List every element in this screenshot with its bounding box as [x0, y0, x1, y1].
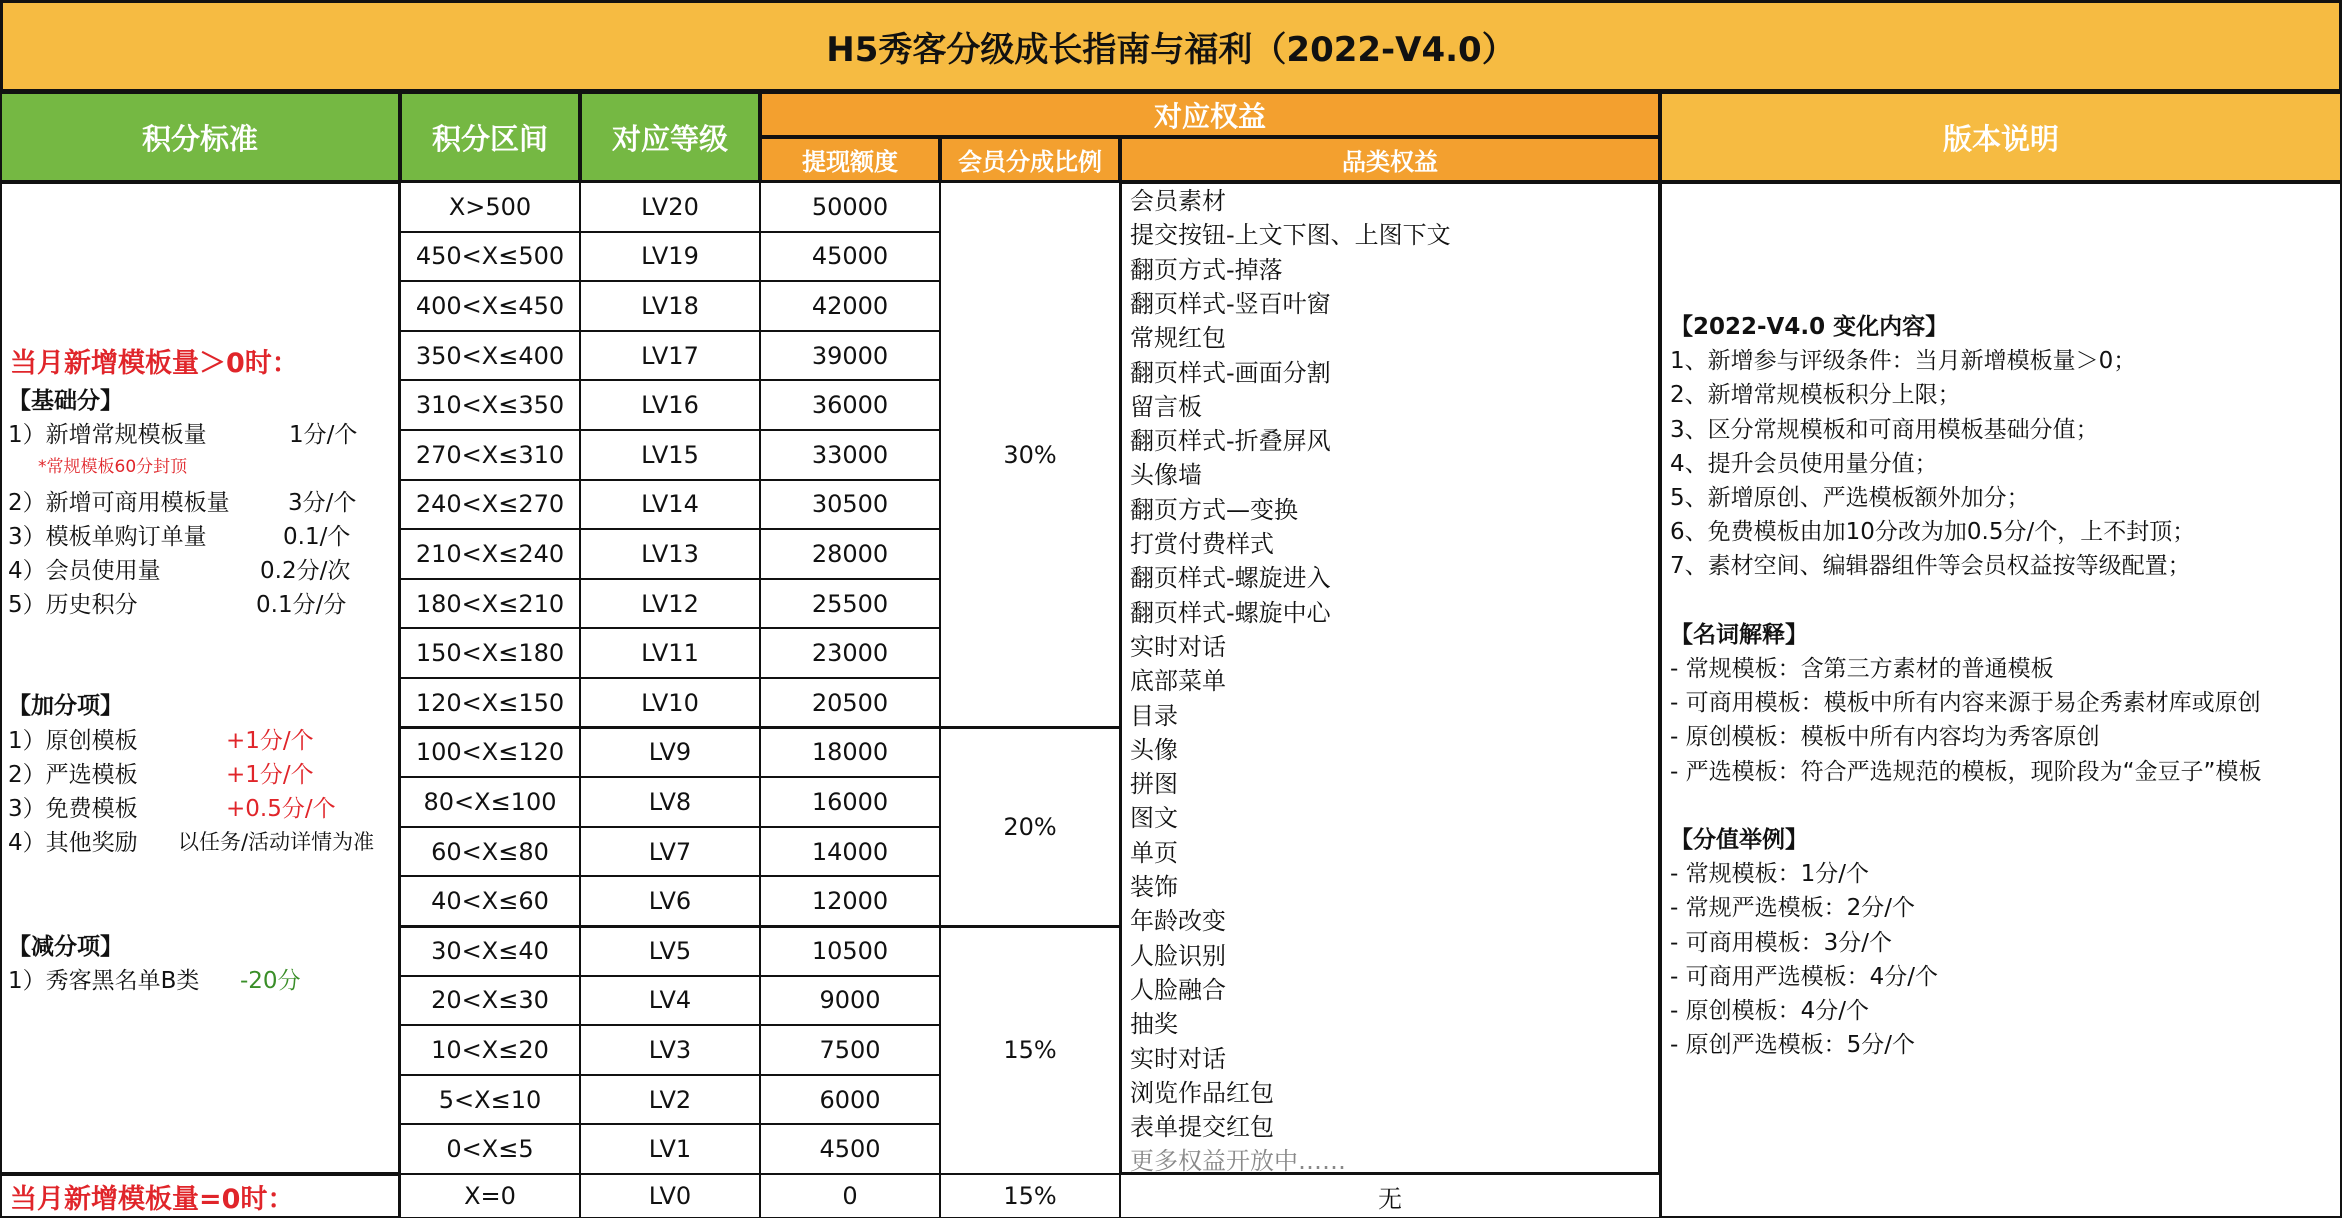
tier-level-cell: LV19	[580, 232, 760, 282]
tier-level-cell: LV10	[580, 678, 760, 728]
tier-level-cell: LV2	[580, 1075, 760, 1125]
tier-range-cell: X>500	[400, 182, 580, 232]
tier-withdraw-cell: 14000	[760, 827, 940, 877]
term-item: - 原创模板：模板中所有内容均为秀客原创	[1670, 724, 2100, 751]
category-item: 目录	[1130, 701, 1178, 730]
tier-range-cell: 180<X≤210	[400, 579, 580, 629]
category-item: 单页	[1130, 838, 1178, 867]
tier-range-cell: 240<X≤270	[400, 480, 580, 530]
tier-withdraw-cell: 28000	[760, 529, 940, 579]
tier-withdraw-cell: 45000	[760, 232, 940, 282]
tier-range-cell: 310<X≤350	[400, 380, 580, 430]
basic-item-value: 3分/个	[288, 490, 357, 516]
tier-level-cell: LV12	[580, 579, 760, 629]
share-ratio-cell: 30%	[940, 182, 1120, 728]
bonus-item-value: +0.5分/个	[226, 796, 336, 822]
example-item: - 常规模板：1分/个	[1670, 861, 1869, 888]
example-item: - 可商用严选模板：4分/个	[1670, 963, 1938, 990]
tier-withdraw-cell: 42000	[760, 281, 940, 331]
tier-range-cell: 10<X≤20	[400, 1025, 580, 1075]
tier-withdraw-cell: 16000	[760, 777, 940, 827]
category-benefits-panel	[1120, 182, 1660, 1174]
tier-level-cell: LV3	[580, 1025, 760, 1075]
basic-item-value: 0.2分/次	[260, 558, 351, 584]
basic-item-label: 3）模板单购订单量	[8, 524, 207, 550]
tier-range-cell: 210<X≤240	[400, 529, 580, 579]
example-item: - 原创严选模板：5分/个	[1670, 1032, 1915, 1059]
tier-withdraw-cell: 33000	[760, 430, 940, 480]
bonus-item-label: 4）其他奖励	[8, 830, 138, 856]
change-item: 7、素材空间、编辑器组件等会员权益按等级配置；	[1670, 553, 2191, 580]
tier-level-cell: LV15	[580, 430, 760, 480]
category-item: 翻页方式—变换	[1130, 495, 1298, 524]
header-category: 品类权益	[1120, 137, 1660, 182]
category-item: 图文	[1130, 804, 1178, 833]
tier-level-cell: LV6	[580, 876, 760, 926]
category-item: 翻页样式-螺旋进入	[1130, 564, 1331, 593]
minus-title: 【减分项】	[8, 934, 123, 960]
bonus-item-label: 1）原创模板	[8, 728, 138, 754]
header-benefits: 对应权益	[760, 92, 1660, 137]
page-title: H5秀客分级成长指南与福利（2022-V4.0）	[0, 0, 2342, 92]
tier-withdraw-cell: 20500	[760, 678, 940, 728]
tier-withdraw-cell: 23000	[760, 628, 940, 678]
terms-title: 【名词解释】	[1670, 621, 1808, 648]
category-item: 年龄改变	[1130, 907, 1226, 936]
examples-title: 【分值举例】	[1670, 827, 1808, 853]
tier-range-cell: 0<X≤5	[400, 1124, 580, 1174]
basic-item-label: 5）历史积分	[8, 592, 138, 618]
example-item: - 原创模板：4分/个	[1670, 998, 1869, 1024]
condition-positive: 当月新增模板量＞0时：	[10, 348, 299, 379]
tier-level-cell: LV13	[580, 529, 760, 579]
category-item: 常规红包	[1130, 324, 1226, 353]
category-item: 实时对话	[1130, 1044, 1226, 1073]
tier-withdraw-cell: 7500	[760, 1025, 940, 1075]
changes-title: 【2022-V4.0 变化内容】	[1670, 314, 1949, 340]
bonus-item-label: 3）免费模板	[8, 796, 138, 822]
header-score-standard: 积分标准	[0, 92, 400, 182]
category-item: 头像	[1130, 735, 1178, 764]
tier-range-cell: 450<X≤500	[400, 232, 580, 282]
tier-range-cell: 20<X≤30	[400, 976, 580, 1026]
share-ratio-cell: 15%	[940, 926, 1120, 1174]
tier-level-cell: LV11	[580, 628, 760, 678]
category-item: 人脸识别	[1130, 941, 1226, 970]
bottom-category: 无	[1120, 1174, 1660, 1218]
header-score-range: 积分区间	[400, 92, 580, 182]
category-item: 留言板	[1130, 392, 1202, 421]
tier-withdraw-cell: 25500	[760, 579, 940, 629]
basic-item-value: 0.1分/分	[256, 592, 347, 618]
basic-item-value: 0.1/个	[283, 524, 351, 550]
example-item: - 可商用模板：3分/个	[1670, 929, 1892, 956]
basic-note: *常规模板60分封顶	[38, 457, 188, 477]
version-notes-panel	[1660, 182, 2342, 1218]
tier-withdraw-cell: 4500	[760, 1124, 940, 1174]
tier-level-cell: LV14	[580, 480, 760, 530]
tier-level-cell: LV17	[580, 331, 760, 381]
condition-zero: 当月新增模板量=0时：	[0, 1174, 400, 1218]
bonus-item-value: 以任务/活动详情为准	[178, 830, 375, 854]
category-item: 底部菜单	[1130, 667, 1226, 696]
group-divider	[400, 925, 1120, 928]
tier-range-cell: 120<X≤150	[400, 678, 580, 728]
minus-item-label: 1）秀客黑名单B类	[8, 968, 200, 994]
tier-range-cell: 350<X≤400	[400, 331, 580, 381]
tier-level-cell: LV5	[580, 926, 760, 976]
header-level: 对应等级	[580, 92, 760, 182]
tier-withdraw-cell: 50000	[760, 182, 940, 232]
change-item: 3、区分常规模板和可商用模板基础分值；	[1670, 416, 2099, 443]
category-item: 打赏付费样式	[1130, 530, 1274, 558]
tier-level-cell: LV16	[580, 380, 760, 430]
category-item: 翻页样式-画面分割	[1130, 358, 1331, 387]
tier-level-cell: LV8	[580, 777, 760, 827]
tier-withdraw-cell: 39000	[760, 331, 940, 381]
group-divider	[400, 726, 1120, 729]
bonus-item-value: +1分/个	[226, 762, 314, 788]
tier-withdraw-cell: 36000	[760, 380, 940, 430]
tier-withdraw-cell: 18000	[760, 728, 940, 778]
category-item: 会员素材	[1130, 187, 1226, 215]
tier-level-cell: LV4	[580, 976, 760, 1026]
tier-level-cell: LV1	[580, 1124, 760, 1174]
tier-withdraw-cell: 9000	[760, 976, 940, 1026]
term-item: - 常规模板：含第三方素材的普通模板	[1670, 656, 2054, 682]
category-more: 更多权益开放中……	[1130, 1147, 1346, 1174]
bonus-item-label: 2）严选模板	[8, 762, 138, 788]
basic-item-label: 4）会员使用量	[8, 558, 161, 584]
tier-withdraw-cell: 6000	[760, 1075, 940, 1125]
tier-range-cell: 40<X≤60	[400, 876, 580, 926]
header-share-ratio: 会员分成比例	[940, 137, 1120, 182]
term-item: - 严选模板：符合严选规范的模板，现阶段为“金豆子”模板	[1670, 758, 2262, 785]
category-item: 翻页样式-螺旋中心	[1130, 598, 1331, 627]
bottom-level: LV0	[580, 1174, 760, 1218]
tier-level-cell: LV7	[580, 827, 760, 877]
term-item: - 可商用模板：模板中所有内容来源于易企秀素材库或原创	[1670, 690, 2261, 717]
bottom-range: X=0	[400, 1174, 580, 1218]
tier-level-cell: LV18	[580, 281, 760, 331]
category-item: 人脸融合	[1130, 975, 1226, 1004]
basic-item-value: 1分/个	[289, 422, 358, 448]
category-item: 翻页方式-掉落	[1130, 255, 1283, 284]
bottom-withdraw: 0	[760, 1174, 940, 1218]
tier-withdraw-cell: 30500	[760, 480, 940, 530]
tier-range-cell: 400<X≤450	[400, 281, 580, 331]
basic-item-label: 2）新增可商用模板量	[8, 490, 230, 516]
change-item: 2、新增常规模板积分上限；	[1670, 382, 1961, 409]
category-item: 表单提交红包	[1130, 1113, 1274, 1142]
tier-range-cell: 150<X≤180	[400, 628, 580, 678]
category-item: 浏览作品红包	[1130, 1078, 1274, 1107]
category-item: 提交按钮-上文下图、上图下文	[1130, 221, 1451, 250]
example-item: - 常规严选模板：2分/个	[1670, 895, 1915, 922]
category-item: 实时对话	[1130, 632, 1226, 661]
change-item: 5、新增原创、严选模板额外加分；	[1670, 485, 2030, 511]
tier-withdraw-cell: 10500	[760, 926, 940, 976]
tier-withdraw-cell: 12000	[760, 876, 940, 926]
tier-range-cell: 270<X≤310	[400, 430, 580, 480]
header-withdraw: 提现额度	[760, 137, 940, 182]
category-item: 翻页样式-折叠屏风	[1130, 427, 1331, 456]
score-standard-panel	[0, 182, 400, 1174]
tier-range-cell: 60<X≤80	[400, 827, 580, 877]
change-item: 6、免费模板由加10分改为加0.5分/个，上不封顶；	[1670, 519, 2196, 546]
share-ratio-cell: 20%	[940, 728, 1120, 926]
category-item: 翻页样式-竖百叶窗	[1130, 289, 1331, 318]
change-item: 1、新增参与评级条件：当月新增模板量＞0；	[1670, 348, 2137, 375]
tier-range-cell: 80<X≤100	[400, 777, 580, 827]
bonus-title: 【加分项】	[8, 693, 123, 719]
category-item: 抽奖	[1130, 1010, 1178, 1039]
basic-item-label: 1）新增常规模板量	[8, 422, 207, 448]
tier-range-cell: 5<X≤10	[400, 1075, 580, 1125]
header-version: 版本说明	[1660, 92, 2342, 182]
change-item: 4、提升会员使用量分值；	[1670, 450, 1938, 477]
minus-item-value: -20分	[240, 968, 301, 994]
basic-score-title: 【基础分】	[8, 388, 123, 414]
bottom-share: 15%	[940, 1174, 1120, 1218]
category-item: 头像墙	[1130, 461, 1202, 490]
tier-level-cell: LV20	[580, 182, 760, 232]
category-item: 装饰	[1130, 873, 1178, 901]
tier-range-cell: 100<X≤120	[400, 728, 580, 778]
tier-range-cell: 30<X≤40	[400, 926, 580, 976]
tier-level-cell: LV9	[580, 728, 760, 778]
category-item: 拼图	[1130, 770, 1178, 799]
bonus-item-value: +1分/个	[226, 728, 314, 754]
